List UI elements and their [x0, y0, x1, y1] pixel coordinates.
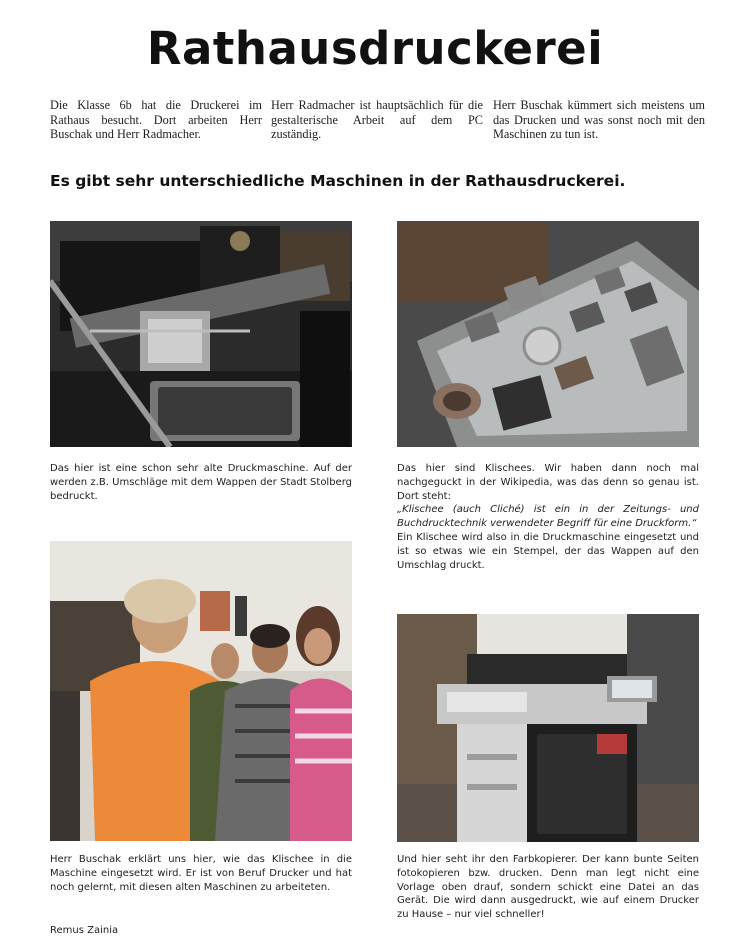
clichees-caption	[397, 462, 699, 572]
clichees-caption-intro: Das hier sind Klischees. Wir haben dann noch mal nachgeguckt in der Wikipedia, was das denn so genau ist. Dort steht:	[397, 463, 699, 502]
author-name: Remus Zainia	[50, 925, 119, 936]
intro-column-3: Herr Buschak kümmert sich meistens um das Drucken und was sonst noch mit den Maschinen zu tun ist.	[493, 98, 705, 141]
clichees-photo	[397, 221, 699, 447]
subheading: Es gibt sehr unterschiedliche Maschinen in der Rathausdruckerei.	[50, 172, 626, 190]
old-press-photo	[50, 221, 352, 447]
wikipedia-quote: „Klischee (auch Cliché) ist ein in der Zeitungs- und Buchdrucktechnik verwendeter Begriff für eine Druckform.“	[397, 504, 699, 530]
intro-column-2: Herr Radmacher ist hauptsächlich für die gestalterische Arbeit auf dem PC zuständig.	[271, 98, 483, 141]
buschak-photo	[50, 541, 352, 841]
clichees-caption-outro: Ein Klischee wird also in die Druckmaschine eingesetzt und ist so etwas wie ein Stempel, der das Wappen auf den Umschlag druckt.	[397, 531, 699, 571]
buschak-caption: Herr Buschak erklärt uns hier, wie das Klischee in die Maschine eingesetzt wird. Er ist von Beruf Drucker und hat noch gelernt, mit diesen alten Maschinen zu arbeiteten.	[50, 854, 352, 893]
old-press-caption: Das hier ist eine schon sehr alte Druckmaschine. Auf der werden z.B. Umschläge mit dem Wappen der Stadt Stolberg bedruckt.	[50, 463, 352, 502]
copier-caption: Und hier seht ihr den Farbkopierer. Der kann bunte Seiten fotokopieren bzw. drucken. Denn man legt nicht eine Vorlage oben drauf, sondern schickt eine Datei an das Gerät. Die wird dann ausgedruckt, wie auf einem Drucker zu Hause – nur viel schneller!	[397, 854, 699, 921]
page-title: Rathausdruckerei	[146, 22, 604, 75]
copier-photo	[397, 614, 699, 842]
intro-column-1: Die Klasse 6b hat die Druckerei im Rathaus besucht. Dort arbeiten Herr Buschak und Herr Radmacher.	[50, 98, 262, 141]
